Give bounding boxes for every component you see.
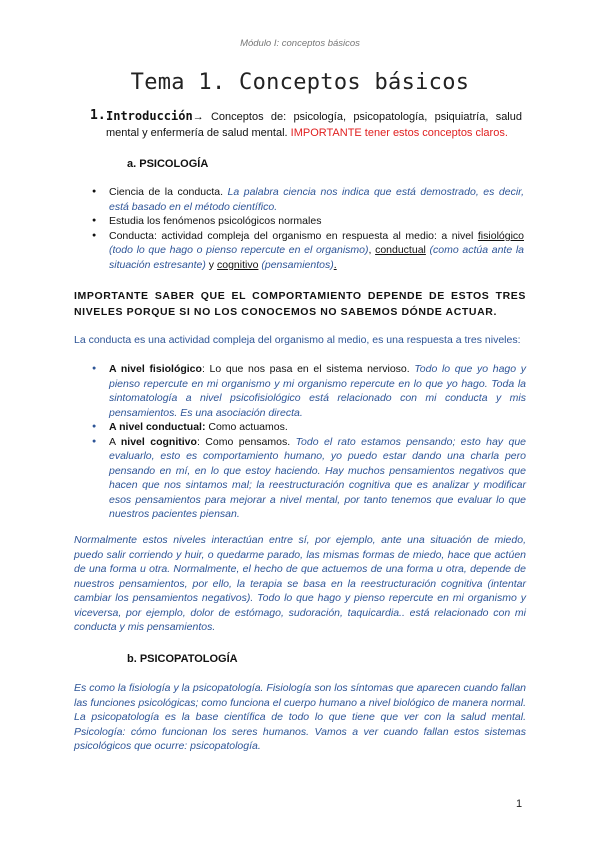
bullet-text: Ciencia de la conducta. bbox=[109, 186, 228, 198]
separator-text: , bbox=[368, 244, 376, 256]
normal-paragraph: Normalmente estos niveles interactúan entre sí, por ejemplo, ante una situación de miedo, puedo salir corriendo y huir, o quedarme parado, las mismas formas de miedo, hace que actúen de una forma u otra. Normalmente, el hecho de que actuemos de una forma u otra, depende de nuestros pensamientos, por ello, la terapia se basa en la reestructuración cognitiva (intentar cambiar los pensamientos negativos). Todo lo que hago y pienso repercute en mi organismo y viceversa, por ejemplo, dolor de estómago, sudoración, taquicardia.. está relacionado con mi conducta y mis pensamientos. bbox=[74, 534, 526, 633]
intro-section bbox=[92, 108, 522, 141]
level-note: Todo el rato estamos pensando; esto hay que evaluarlo, esto es comportamiento humano, yo puedo estar dando una charla pero pensando en mí, en lo que estoy haciendo. Hay muchos pensamientos negativos que hacen que nos sintamos mal; la reestructuración cognitiva que es analizar y modificar esos pensamientos para mejorar a nivel mental, por tanto tenemos que evaluar lo que nuestros pacientes piensan. bbox=[109, 435, 527, 520]
level-term: A nivel conductual: bbox=[109, 421, 206, 433]
bullet-note: (pensamientos) bbox=[258, 258, 334, 271]
separator-text: . bbox=[333, 258, 337, 271]
underlined-term: conductual bbox=[375, 244, 426, 256]
list-item bbox=[92, 420, 526, 435]
underlined-term: cognitivo bbox=[216, 258, 259, 271]
section-a-heading: a. PSICOLOGÍA bbox=[127, 158, 209, 170]
level-term: nivel cognitivo bbox=[120, 435, 197, 448]
arrow-icon: → bbox=[192, 111, 204, 123]
important-notice: IMPORTANTE SABER QUE EL COMPORTAMIENTO DEPENDE DE ESTOS TRES NIVELES PORQUE SI NO LOS CONOCEMOS NO SABEMOS DÓNDE ACTUAR. bbox=[74, 290, 526, 318]
list-item bbox=[92, 435, 526, 522]
underlined-term: fisiológico bbox=[477, 229, 524, 242]
intro-number: 1. bbox=[90, 108, 106, 123]
intro-highlight: IMPORTANTE tener estos conceptos claros. bbox=[290, 127, 508, 139]
intro-text: Conceptos de: psicología, psicopatología, psiquiatría, salud mental y enfermería de salud mental. bbox=[106, 111, 522, 139]
bullet-text: Conducta: actividad compleja del organismo en respuesta al medio: a nivel bbox=[109, 229, 478, 242]
list-item bbox=[92, 185, 524, 214]
bullet-text: Estudia los fenómenos psicológicos normales bbox=[109, 215, 322, 227]
level-text: : Como pensamos. bbox=[196, 435, 296, 448]
bullet-note: La palabra ciencia nos indica que está demostrado, es decir, está basado en el método científico. bbox=[109, 186, 524, 213]
intro-heading: Introducción bbox=[106, 109, 193, 123]
page-number: 1 bbox=[516, 798, 523, 810]
psicopatologia-paragraph: Es como la fisiología y la psicopatología. Fisiología son los síntomas que aparecen cuando fallan las funciones psicológicas; como funciona el cuerpo humano a nivel biológico de manera normal. La psicopatología es la base científica de todo lo que tiene que ver con la salud mental. Psicología: cómo funcionan los seres humanos. Vamos a ver cuando fallan estos sistemas psicológicos que ocurre: psicopatología. bbox=[74, 682, 526, 752]
bullet-note: (todo lo que hago o pienso repercute en el organismo) bbox=[109, 244, 369, 256]
psicologia-bullet-list bbox=[92, 185, 524, 272]
level-text: Como actuamos. bbox=[205, 421, 288, 433]
list-item bbox=[92, 214, 524, 229]
list-item bbox=[92, 229, 524, 273]
level-term: A nivel fisiológico bbox=[109, 363, 202, 375]
separator-text: y bbox=[205, 258, 217, 271]
page-header: Módulo I: conceptos básicos bbox=[240, 38, 360, 49]
level-note: Todo lo que yo hago y pienso repercute en mi organismo y mi organismo repercute en lo que yo hago. Toda la sintomatología a nivel psicofisiológico está relacionado con mi conducta y mis pensamientos. Es una asociación directa. bbox=[109, 363, 526, 419]
section-b-heading: b. PSICOPATOLOGÍA bbox=[127, 653, 238, 665]
levels-intro: La conducta es una actividad compleja del organismo al medio, es una respuesta a tres niveles: bbox=[74, 334, 521, 346]
level-text: : Lo que nos pasa en el sistema nervioso. bbox=[201, 363, 415, 375]
bullet-note: (como actúa ante la situación estresante) bbox=[109, 244, 525, 271]
list-item bbox=[92, 362, 526, 420]
levels-bullet-list bbox=[92, 362, 526, 522]
page-title: Tema 1. Conceptos básicos bbox=[130, 70, 470, 95]
level-text: A bbox=[109, 435, 121, 448]
